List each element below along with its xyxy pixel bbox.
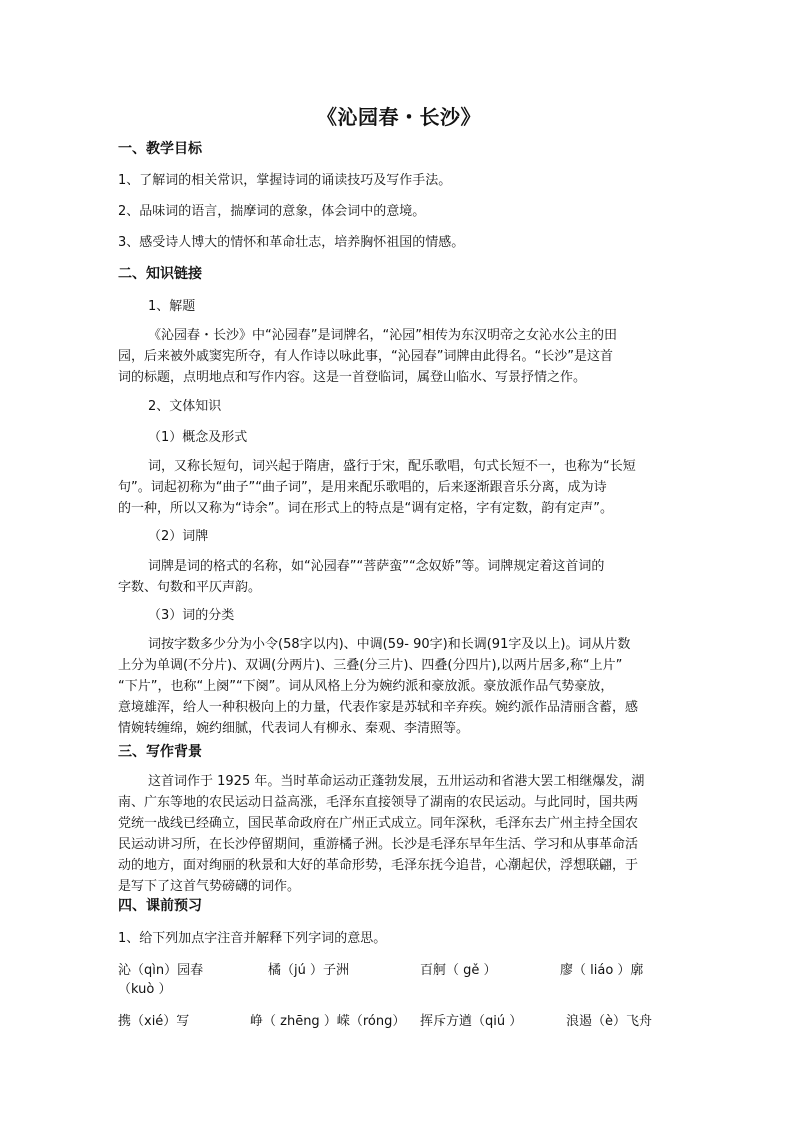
text-line: 词牌是词的格式的名称，如“沁园春”“菩萨蛮”“念奴娇”等。词牌规定着这首词的 [148, 559, 605, 574]
text-line: 动的地方，面对绚丽的秋景和大好的革命形势，毛泽东抚今追昔，心潮起伏，浮想联翩，于 [118, 858, 639, 873]
vocab-item: 浪遏（è）飞舟 [566, 1014, 652, 1029]
text-line: 句”。词起初称为“曲子”“曲子词”，是用来配乐歌唱的，后来逐渐跟音乐分离，成为诗 [118, 480, 607, 495]
text-line: 字数、句数和平仄声韵。 [118, 580, 262, 595]
document-title: 《沁园春・长沙》 [317, 105, 481, 129]
vocab-row-continued [118, 978, 680, 998]
text-line: 上分为单调(不分片)、双调(分两片)、三叠(分三片)、四叠(分四片),以两片居多,称“上片” [118, 658, 623, 673]
goal-item: 3、感受诗人博大的情怀和革命壮志，培养胸怀祖国的情感。 [118, 235, 465, 250]
text-line: 南、广东等地的农民运动日益高涨，毛泽东直接领导了湖南的农民运动。与此同时，国共两 [118, 795, 639, 810]
paragraph-background [118, 771, 680, 897]
section-heading-preview: 四、课前预习 [118, 898, 202, 914]
vocab-item: 峥（ zhēng ）嵘（róng） [250, 1014, 406, 1029]
vocab-row [118, 959, 680, 979]
vocab-row [118, 1010, 680, 1030]
section-heading-background: 三、写作背景 [118, 744, 202, 760]
text-line: 民运动讲习所，在长沙停留期间，重游橘子洲。长沙是毛泽东早年生活、学习和从事革命活 [118, 837, 639, 852]
text-line: 《沁园春・长沙》中“沁园春”是词牌名，“沁园”相传为东汉明帝之女沁水公主的田 [148, 328, 617, 343]
text-line: 这首词作于 1925 年。当时革命运动正蓬勃发展，五卅运动和省港大罢工相继爆发，湖 [148, 774, 645, 789]
subheading-jieti: 1、解题 [148, 299, 196, 314]
vocab-item: 沁（qìn）园春 [118, 963, 204, 978]
text-line: 词，又称长短句，词兴起于隋唐，盛行于宋，配乐歌唱，句式长短不一，也称为“长短 [148, 459, 636, 474]
paragraph-jieti [118, 325, 680, 388]
text-line: 党统一战线已经确立，国民革命政府在广州正式成立。同年深秋，毛泽东去广州主持全国农 [118, 816, 639, 831]
text-line: 情婉转缠绵，婉约细腻，代表词人有柳永、秦观、李清照等。 [118, 721, 470, 736]
vocab-item: 廖（ liáo ）廓 [560, 963, 644, 978]
vocab-item: 橘（jú ）子洲 [268, 963, 349, 978]
goal-item: 1、了解词的相关常识，掌握诗词的诵读技巧及写作手法。 [118, 173, 452, 188]
text-line: 的一种，所以又称为“诗余”。词在形式上的特点是“调有定格，字有定数，韵有定声”。 [118, 501, 613, 516]
text-line: 意境雄浑，给人一种积极向上的力量，代表作家是苏轼和辛弃疾。婉约派作品清丽含蓄，感 [118, 700, 639, 715]
text-line: 是写下了这首气势磅礴的词作。 [118, 879, 301, 894]
paragraph-cipai [118, 556, 680, 598]
text-line: 园，后来被外戚窦宪所夺，有人作诗以咏此事，“沁园春”词牌由此得名。“长沙”是这首 [118, 349, 613, 364]
text-line: 词的标题，点明地点和写作内容。这是一首登临词，属登山临水、写景抒情之作。 [118, 370, 587, 385]
paragraph-gainian [118, 456, 680, 519]
text-line: “下片”，也称“上阕”“下阕”。词从风格上分为婉约派和豪放派。豪放派作品气势豪放， [118, 679, 614, 694]
vocab-item: （kuò ） [118, 982, 172, 997]
paragraph-fenlei [118, 634, 680, 739]
text-line: 词按字数多少分为小令(58字以内)、中调(59- 90字)和长调(91字及以上)。词从片数 [148, 637, 631, 652]
section-heading-goals: 一、教学目标 [118, 141, 202, 157]
subheading-wenti: 2、文体知识 [148, 399, 222, 414]
vocab-item: 挥斥方遒（qiú ） [420, 1014, 523, 1029]
goal-item: 2、品味词的语言，揣摩词的意象，体会词中的意境。 [118, 204, 426, 219]
subheading-cipai: （2）词牌 [148, 529, 209, 544]
subheading-fenlei: （3）词的分类 [148, 608, 235, 623]
preview-instruction: 1、给下列加点字注音并解释下列字词的意思。 [118, 931, 387, 946]
vocab-item: 百舸（ gě ） [420, 963, 497, 978]
vocab-item: 携（xié）写 [118, 1014, 190, 1029]
section-heading-knowledge: 二、知识链接 [118, 266, 202, 282]
subheading-gainian: （1）概念及形式 [148, 430, 248, 445]
